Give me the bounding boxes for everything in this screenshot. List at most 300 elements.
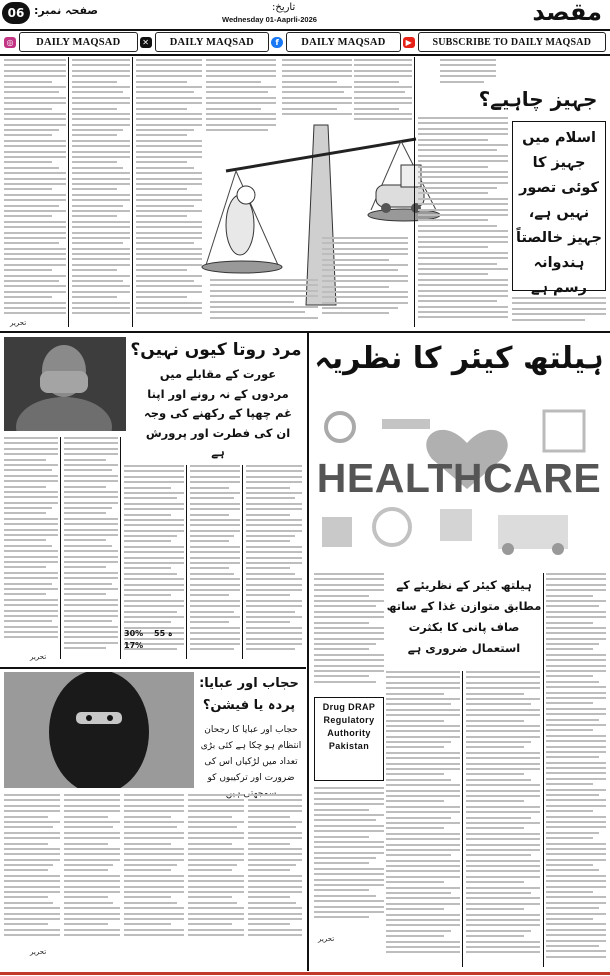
article-text-column xyxy=(466,671,540,961)
text-line xyxy=(4,864,53,866)
text-line xyxy=(314,819,376,821)
text-line xyxy=(72,312,130,314)
text-line xyxy=(354,91,405,93)
social-label: DAILY MAQSAD xyxy=(155,32,270,52)
text-line xyxy=(546,794,599,796)
text-line xyxy=(4,312,66,314)
text-line xyxy=(314,852,384,854)
text-line xyxy=(418,252,508,254)
text-line xyxy=(190,470,240,472)
text-line xyxy=(4,199,66,201)
text-line xyxy=(64,593,106,595)
text-line xyxy=(246,611,295,613)
footer-rule xyxy=(0,972,610,975)
text-line xyxy=(386,730,460,732)
dowry-headline: جہیز چاہیے؟ xyxy=(478,87,598,111)
text-line xyxy=(124,923,171,925)
text-line xyxy=(4,448,58,450)
social-instagram[interactable] xyxy=(4,32,138,52)
text-line xyxy=(188,843,232,845)
text-line xyxy=(4,102,66,104)
text-line xyxy=(4,258,66,260)
text-line xyxy=(322,286,389,288)
text-line xyxy=(546,729,593,731)
text-line xyxy=(248,886,302,888)
text-line xyxy=(282,97,352,99)
text-line xyxy=(4,480,58,482)
text-line xyxy=(4,140,66,142)
text-line xyxy=(386,720,444,722)
text-line xyxy=(546,832,599,834)
woman-in-niqab-image xyxy=(4,672,194,788)
text-line xyxy=(72,237,130,239)
text-line xyxy=(354,118,412,120)
text-line xyxy=(466,698,540,700)
text-line xyxy=(466,682,540,684)
text-line xyxy=(4,75,66,77)
text-line xyxy=(206,108,261,110)
text-line xyxy=(64,583,112,585)
text-line xyxy=(136,97,202,99)
text-line xyxy=(136,312,202,314)
text-line xyxy=(4,161,52,163)
text-line xyxy=(248,934,302,936)
column-rule xyxy=(68,57,69,327)
text-line xyxy=(418,306,508,308)
text-line xyxy=(72,210,130,212)
text-line xyxy=(64,875,120,877)
text-line xyxy=(418,295,508,297)
text-line xyxy=(386,870,460,872)
text-line xyxy=(546,573,606,575)
text-line xyxy=(246,546,302,548)
text-line xyxy=(248,907,302,909)
column-rule xyxy=(242,465,243,659)
text-line xyxy=(136,140,202,142)
text-line xyxy=(72,296,117,298)
text-line xyxy=(190,621,229,623)
text-line xyxy=(546,848,606,850)
text-line xyxy=(4,459,46,461)
text-line xyxy=(246,497,295,499)
text-line xyxy=(466,827,524,829)
text-line xyxy=(4,232,66,234)
text-line xyxy=(64,794,120,796)
text-line xyxy=(72,86,130,88)
text-line xyxy=(190,503,240,505)
article-text-column xyxy=(314,573,384,691)
page-number: 06 xyxy=(2,2,30,24)
text-line xyxy=(210,284,318,286)
text-line xyxy=(546,843,606,845)
text-line xyxy=(466,800,524,802)
text-line xyxy=(322,259,389,261)
text-line xyxy=(546,724,606,726)
text-line xyxy=(546,659,606,661)
text-line xyxy=(124,524,184,526)
text-line xyxy=(4,886,60,888)
text-line xyxy=(354,70,412,72)
text-line xyxy=(546,875,606,877)
text-line xyxy=(72,108,117,110)
text-line xyxy=(466,908,524,910)
text-line xyxy=(546,826,606,828)
text-line xyxy=(124,799,184,801)
text-line xyxy=(546,719,599,721)
text-line xyxy=(4,859,60,861)
text-line xyxy=(386,811,460,813)
text-line xyxy=(136,151,202,153)
text-line xyxy=(546,864,593,866)
text-line xyxy=(190,546,240,548)
social-facebook[interactable] xyxy=(271,32,401,52)
text-line xyxy=(418,122,508,124)
text-line xyxy=(246,648,295,650)
text-line xyxy=(64,923,108,925)
social-x[interactable] xyxy=(140,32,270,52)
text-line xyxy=(248,891,302,893)
text-line xyxy=(386,773,444,775)
text-line xyxy=(4,167,59,169)
text-line xyxy=(188,810,244,812)
page-number-label: صفحہ نمبر: xyxy=(34,4,98,17)
text-line xyxy=(314,578,384,580)
text-line xyxy=(136,226,202,228)
text-line xyxy=(190,648,234,650)
text-line xyxy=(64,642,118,644)
text-line xyxy=(282,113,352,115)
text-line xyxy=(418,117,508,119)
text-line xyxy=(64,816,108,818)
text-line xyxy=(72,172,130,174)
men-cry-headline: مرد روتا کیوں نہیں؟ xyxy=(130,340,302,360)
text-line xyxy=(190,578,240,580)
text-line xyxy=(64,934,120,936)
text-line xyxy=(4,248,66,250)
text-line xyxy=(546,611,606,613)
article-text-column xyxy=(4,59,66,321)
text-line xyxy=(4,156,66,158)
text-line xyxy=(124,476,184,478)
text-line xyxy=(418,192,488,194)
text-line xyxy=(246,492,302,494)
text-line xyxy=(4,583,52,585)
text-line xyxy=(4,307,66,309)
text-line xyxy=(206,102,276,104)
text-line xyxy=(248,826,296,828)
text-line xyxy=(546,913,606,915)
text-line xyxy=(322,269,398,271)
text-line xyxy=(4,929,60,931)
text-line xyxy=(386,860,460,862)
text-line xyxy=(124,929,184,931)
text-line xyxy=(124,896,171,898)
text-line xyxy=(4,145,66,147)
text-line xyxy=(124,535,177,537)
text-line xyxy=(4,832,60,834)
text-line xyxy=(466,924,540,926)
text-line xyxy=(546,648,593,650)
text-line xyxy=(466,870,540,872)
text-line xyxy=(64,599,118,601)
text-line xyxy=(72,264,130,266)
text-line xyxy=(4,302,66,304)
text-line xyxy=(206,97,276,99)
text-line xyxy=(4,896,48,898)
column-rule xyxy=(543,573,544,967)
text-line xyxy=(546,956,606,958)
text-line xyxy=(188,853,244,855)
text-line xyxy=(124,794,184,796)
crying-man-image xyxy=(4,337,126,431)
text-line xyxy=(4,869,48,871)
text-line xyxy=(64,550,118,552)
text-line xyxy=(248,902,296,904)
text-line xyxy=(190,481,240,483)
text-line xyxy=(72,161,117,163)
text-line xyxy=(64,626,118,628)
text-line xyxy=(418,214,508,216)
text-line xyxy=(418,236,508,238)
text-line xyxy=(124,567,171,569)
text-line xyxy=(72,302,130,304)
text-line xyxy=(386,806,460,808)
article-text-column xyxy=(418,117,508,323)
text-line xyxy=(386,849,460,851)
text-line xyxy=(386,892,451,894)
text-line xyxy=(124,805,184,807)
text-line xyxy=(246,508,302,510)
text-line xyxy=(188,816,232,818)
text-line xyxy=(466,806,540,808)
text-line xyxy=(466,693,524,695)
text-line xyxy=(314,798,384,800)
text-line xyxy=(386,908,444,910)
text-line xyxy=(386,736,460,738)
text-line xyxy=(64,821,120,823)
text-line xyxy=(72,134,117,136)
text-line xyxy=(246,616,302,618)
text-line xyxy=(546,869,599,871)
text-line xyxy=(246,632,302,634)
text-line xyxy=(136,285,202,287)
text-line xyxy=(72,124,130,126)
column-rule xyxy=(60,437,61,659)
social-youtube[interactable] xyxy=(403,32,606,52)
text-line xyxy=(386,865,460,867)
header-rule xyxy=(0,29,610,31)
text-line xyxy=(136,161,187,163)
text-line xyxy=(546,805,606,807)
text-line xyxy=(440,70,496,72)
text-line xyxy=(190,530,240,532)
text-line xyxy=(124,492,184,494)
text-line xyxy=(64,620,112,622)
text-line xyxy=(188,837,244,839)
text-line xyxy=(124,810,184,812)
text-line xyxy=(124,848,184,850)
text-line xyxy=(64,464,118,466)
text-line xyxy=(248,853,302,855)
text-line xyxy=(386,676,460,678)
text-line xyxy=(386,752,460,754)
text-line xyxy=(466,876,540,878)
text-line xyxy=(546,692,606,694)
text-line xyxy=(314,825,384,827)
text-line xyxy=(246,643,302,645)
text-line xyxy=(246,519,302,521)
men-cry-article xyxy=(0,335,306,663)
article-text-column xyxy=(4,794,60,944)
text-line xyxy=(418,160,508,162)
text-line xyxy=(248,918,302,920)
text-line xyxy=(322,280,408,282)
text-line xyxy=(546,740,606,742)
text-line xyxy=(64,496,118,498)
text-line xyxy=(354,81,399,83)
date-label: تاریخ: xyxy=(272,2,296,13)
text-line xyxy=(466,844,540,846)
text-line xyxy=(386,725,460,727)
text-line xyxy=(136,248,202,250)
text-line xyxy=(282,86,352,88)
text-line xyxy=(4,880,60,882)
text-line xyxy=(64,799,120,801)
text-line xyxy=(314,622,369,624)
text-line xyxy=(314,643,376,645)
text-line xyxy=(188,799,244,801)
text-line xyxy=(546,783,593,785)
text-line xyxy=(124,487,171,489)
text-line xyxy=(190,535,234,537)
text-line xyxy=(282,108,337,110)
text-line xyxy=(4,296,52,298)
article-text-column xyxy=(136,59,202,321)
text-line xyxy=(190,594,229,596)
text-line xyxy=(314,611,384,613)
text-line xyxy=(418,230,508,232)
text-line xyxy=(4,577,58,579)
text-line xyxy=(64,610,118,612)
text-line xyxy=(546,735,606,737)
article-text-column xyxy=(124,465,184,655)
text-line xyxy=(466,779,531,781)
text-line xyxy=(4,81,52,83)
text-line xyxy=(4,291,66,293)
text-line xyxy=(64,636,118,638)
text-line xyxy=(386,941,460,943)
text-line xyxy=(210,279,318,281)
text-line xyxy=(72,248,130,250)
text-line xyxy=(64,529,118,531)
text-line xyxy=(466,881,524,883)
text-line xyxy=(466,930,531,932)
text-line xyxy=(546,670,606,672)
text-line xyxy=(282,81,337,83)
text-line xyxy=(4,442,58,444)
text-line xyxy=(418,263,497,265)
article-text-column xyxy=(386,671,460,961)
text-line xyxy=(188,875,244,877)
text-line xyxy=(136,280,194,282)
text-line xyxy=(546,686,606,688)
text-line xyxy=(546,665,606,667)
text-line xyxy=(314,830,384,832)
text-line xyxy=(64,437,118,439)
text-line xyxy=(546,778,606,780)
text-line xyxy=(546,589,606,591)
text-line xyxy=(314,841,384,843)
text-line xyxy=(248,832,302,834)
text-line xyxy=(190,643,240,645)
text-line xyxy=(72,307,130,309)
text-line xyxy=(314,862,369,864)
text-line xyxy=(546,578,606,580)
text-line xyxy=(136,75,202,77)
text-line xyxy=(546,681,599,683)
hijab-subheadline: پردہ یا فیشن؟ xyxy=(202,698,296,713)
text-line xyxy=(314,873,384,875)
text-line xyxy=(466,773,524,775)
text-line xyxy=(246,567,290,569)
text-line xyxy=(314,605,376,607)
social-bar xyxy=(4,32,606,52)
text-line xyxy=(314,895,376,897)
text-line xyxy=(546,859,606,861)
text-line xyxy=(72,258,130,260)
text-line xyxy=(4,512,46,514)
text-line xyxy=(4,636,58,638)
text-line xyxy=(64,918,120,920)
text-line xyxy=(314,638,384,640)
text-line xyxy=(322,242,408,244)
article-text-column xyxy=(512,297,606,325)
text-line xyxy=(124,821,184,823)
text-line xyxy=(72,140,130,142)
text-line xyxy=(4,464,58,466)
text-line xyxy=(546,918,593,920)
text-line xyxy=(314,792,384,794)
text-line xyxy=(64,907,120,909)
text-line xyxy=(466,951,540,953)
text-line xyxy=(466,935,524,937)
text-line xyxy=(64,837,120,839)
text-line xyxy=(418,268,508,270)
text-line xyxy=(136,183,202,185)
text-line xyxy=(4,550,58,552)
text-line xyxy=(4,843,48,845)
text-line xyxy=(386,935,444,937)
text-line xyxy=(466,741,531,743)
text-line xyxy=(386,693,444,695)
article-text-column xyxy=(64,794,120,944)
text-line xyxy=(4,183,66,185)
text-line xyxy=(546,886,606,888)
text-line xyxy=(248,896,290,898)
text-line xyxy=(64,832,120,834)
text-line xyxy=(4,907,60,909)
text-line xyxy=(190,584,240,586)
text-line xyxy=(124,573,177,575)
text-line xyxy=(210,290,318,292)
text-line xyxy=(124,605,184,607)
text-line xyxy=(386,784,460,786)
text-line xyxy=(4,875,60,877)
text-line xyxy=(314,911,384,913)
text-line xyxy=(188,918,244,920)
youtube-icon: ▶ xyxy=(403,37,415,48)
text-line xyxy=(466,865,540,867)
